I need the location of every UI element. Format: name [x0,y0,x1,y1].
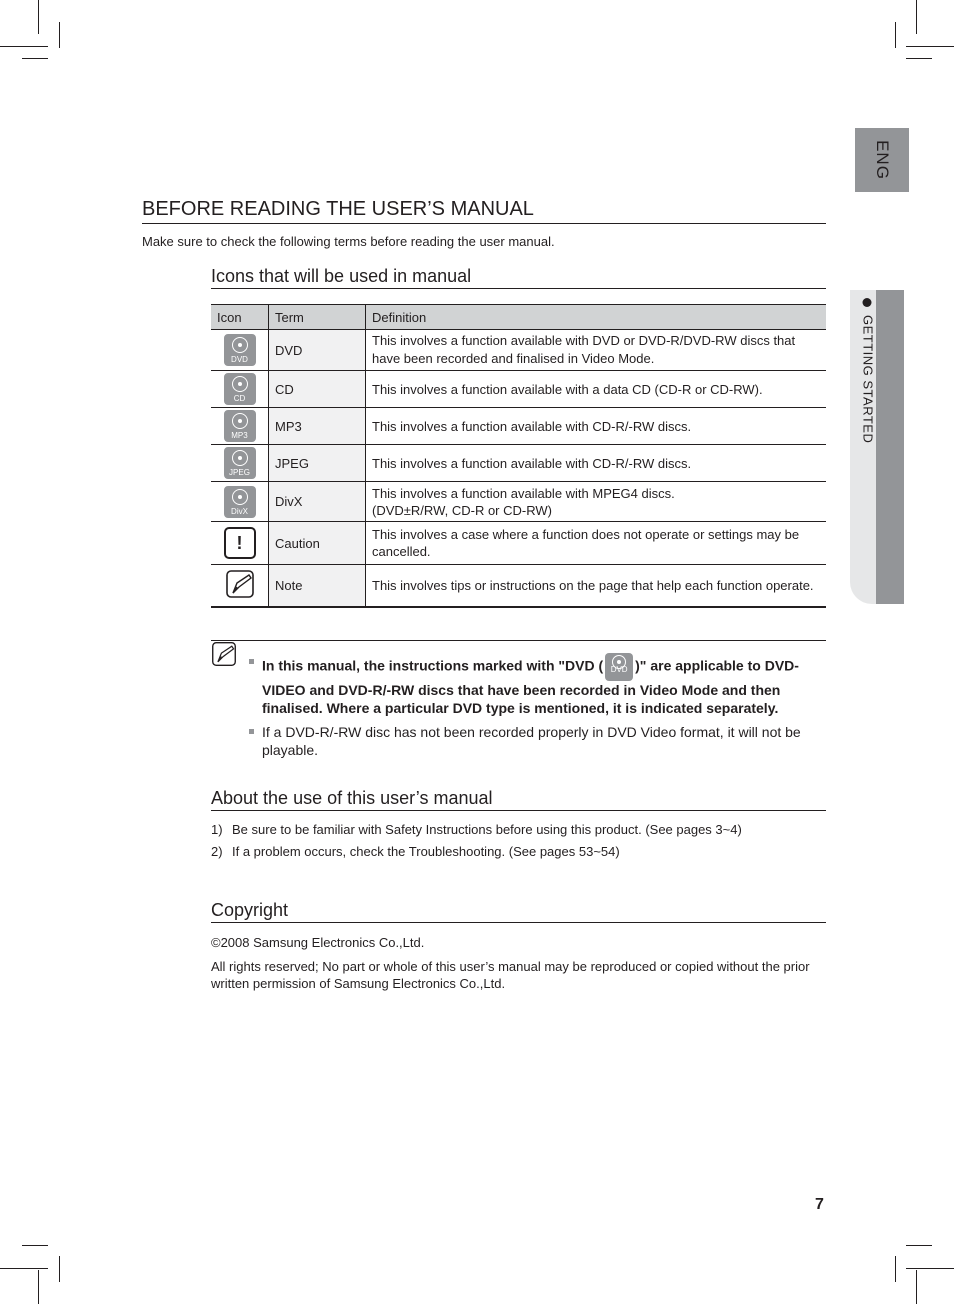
crop-mark [906,1245,932,1246]
table-row [211,482,826,522]
crop-mark [906,58,932,59]
table-row [211,408,826,445]
about-list [211,822,826,866]
cd-disc-icon: CD [224,373,256,405]
copyright-line: ©2008 Samsung Electronics Co.,Ltd. [211,935,425,950]
table-row [211,330,826,371]
crop-mark [38,1270,39,1304]
table-row [211,565,826,607]
language-label: ENG [873,140,892,180]
crop-mark [22,58,48,59]
term-cell: Note [269,565,366,607]
definition-cell: This involves tips or instructions on the page that help each function operate. [366,565,827,607]
definition-cell: This involves a case where a function does not operate or settings may be cancelled. [366,522,827,565]
bullet-dot-icon [862,298,871,307]
language-tab [855,128,909,192]
icons-heading: Icons that will be used in manual [211,266,826,289]
intro-text: Make sure to check the following terms before reading the user manual. [142,234,555,249]
note-icon [225,569,255,599]
definition-cell: This involves a function available with DVD or DVD-R/DVD-RW discs that have been recorded and finalised in Video Mode. [366,330,827,371]
column-header: Term [269,305,366,330]
copyright-notice: All rights reserved; No part or whole of this user’s manual may be reproduced or copied without the prior written permission of Samsung Electronics Co.,Ltd. [211,959,810,991]
table-row [211,522,826,565]
term-cell: DivX [269,482,366,522]
dvd-disc-icon: DVD [224,334,256,366]
list-item: 1) Be sure to be familiar with Safety Instructions before using this product. (See pages 3~4) [211,822,742,837]
crop-mark [59,22,60,48]
jpeg-disc-icon: JPEG [224,447,256,479]
definition-cell: This involves a function available with CD-R/-RW discs. [366,408,827,445]
term-cell: DVD [269,330,366,371]
divx-disc-icon: DivX [224,486,256,518]
crop-mark [0,1268,48,1269]
copyright-heading: Copyright [211,900,826,923]
definition-cell: This involves a function available with CD-R/-RW discs. [366,445,827,482]
section-label: GETTING STARTED [860,315,876,444]
table-row [211,371,826,408]
crop-mark [22,1245,48,1246]
notes-list [247,653,826,759]
page-title: BEFORE READING THE USER’S MANUAL [142,198,826,224]
definition-cell: This involves a function available with MPEG4 discs. (DVD±R/RW, CD-R or CD-RW) [366,482,827,522]
table-header-row [211,305,826,330]
column-header: Icon [211,305,269,330]
crop-mark [895,22,896,48]
definition-cell: This involves a function available with a data CD (CD-R or CD-RW). [366,371,827,408]
dvd-disc-icon: DVD [605,653,633,681]
icons-table [211,304,826,608]
note-item: In this manual, the instructions marked with "DVD ( DVD )" are applicable to DVD-VIDEO and DVD-R/-RW discs that have been recorded in Video Mode and then finalised. Where a particular DVD type is mentioned, it is indicated separately. [247,653,826,717]
section-tab [850,290,904,604]
term-cell: MP3 [269,408,366,445]
term-cell: JPEG [269,445,366,482]
copyright-text [211,934,826,999]
crop-mark [916,1270,917,1304]
note-icon [211,641,237,667]
page-number: 7 [815,1196,824,1213]
crop-mark [0,46,48,47]
mp3-disc-icon: MP3 [224,410,256,442]
notes-box [211,640,826,765]
crop-mark [906,1268,954,1269]
crop-mark [916,0,917,34]
term-cell: Caution [269,522,366,565]
crop-mark [38,0,39,34]
about-heading: About the use of this user’s manual [211,788,826,811]
column-header: Definition [366,305,827,330]
term-cell: CD [269,371,366,408]
crop-mark [906,46,954,47]
caution-icon: ! [224,527,256,559]
table-row [211,445,826,482]
list-item: 2) If a problem occurs, check the Troubleshooting. (See pages 53~54) [211,844,620,859]
crop-mark [895,1256,896,1282]
note-item: If a DVD-R/-RW disc has not been recorded properly in DVD Video format, it will not be playable. [247,723,826,759]
crop-mark [59,1256,60,1282]
